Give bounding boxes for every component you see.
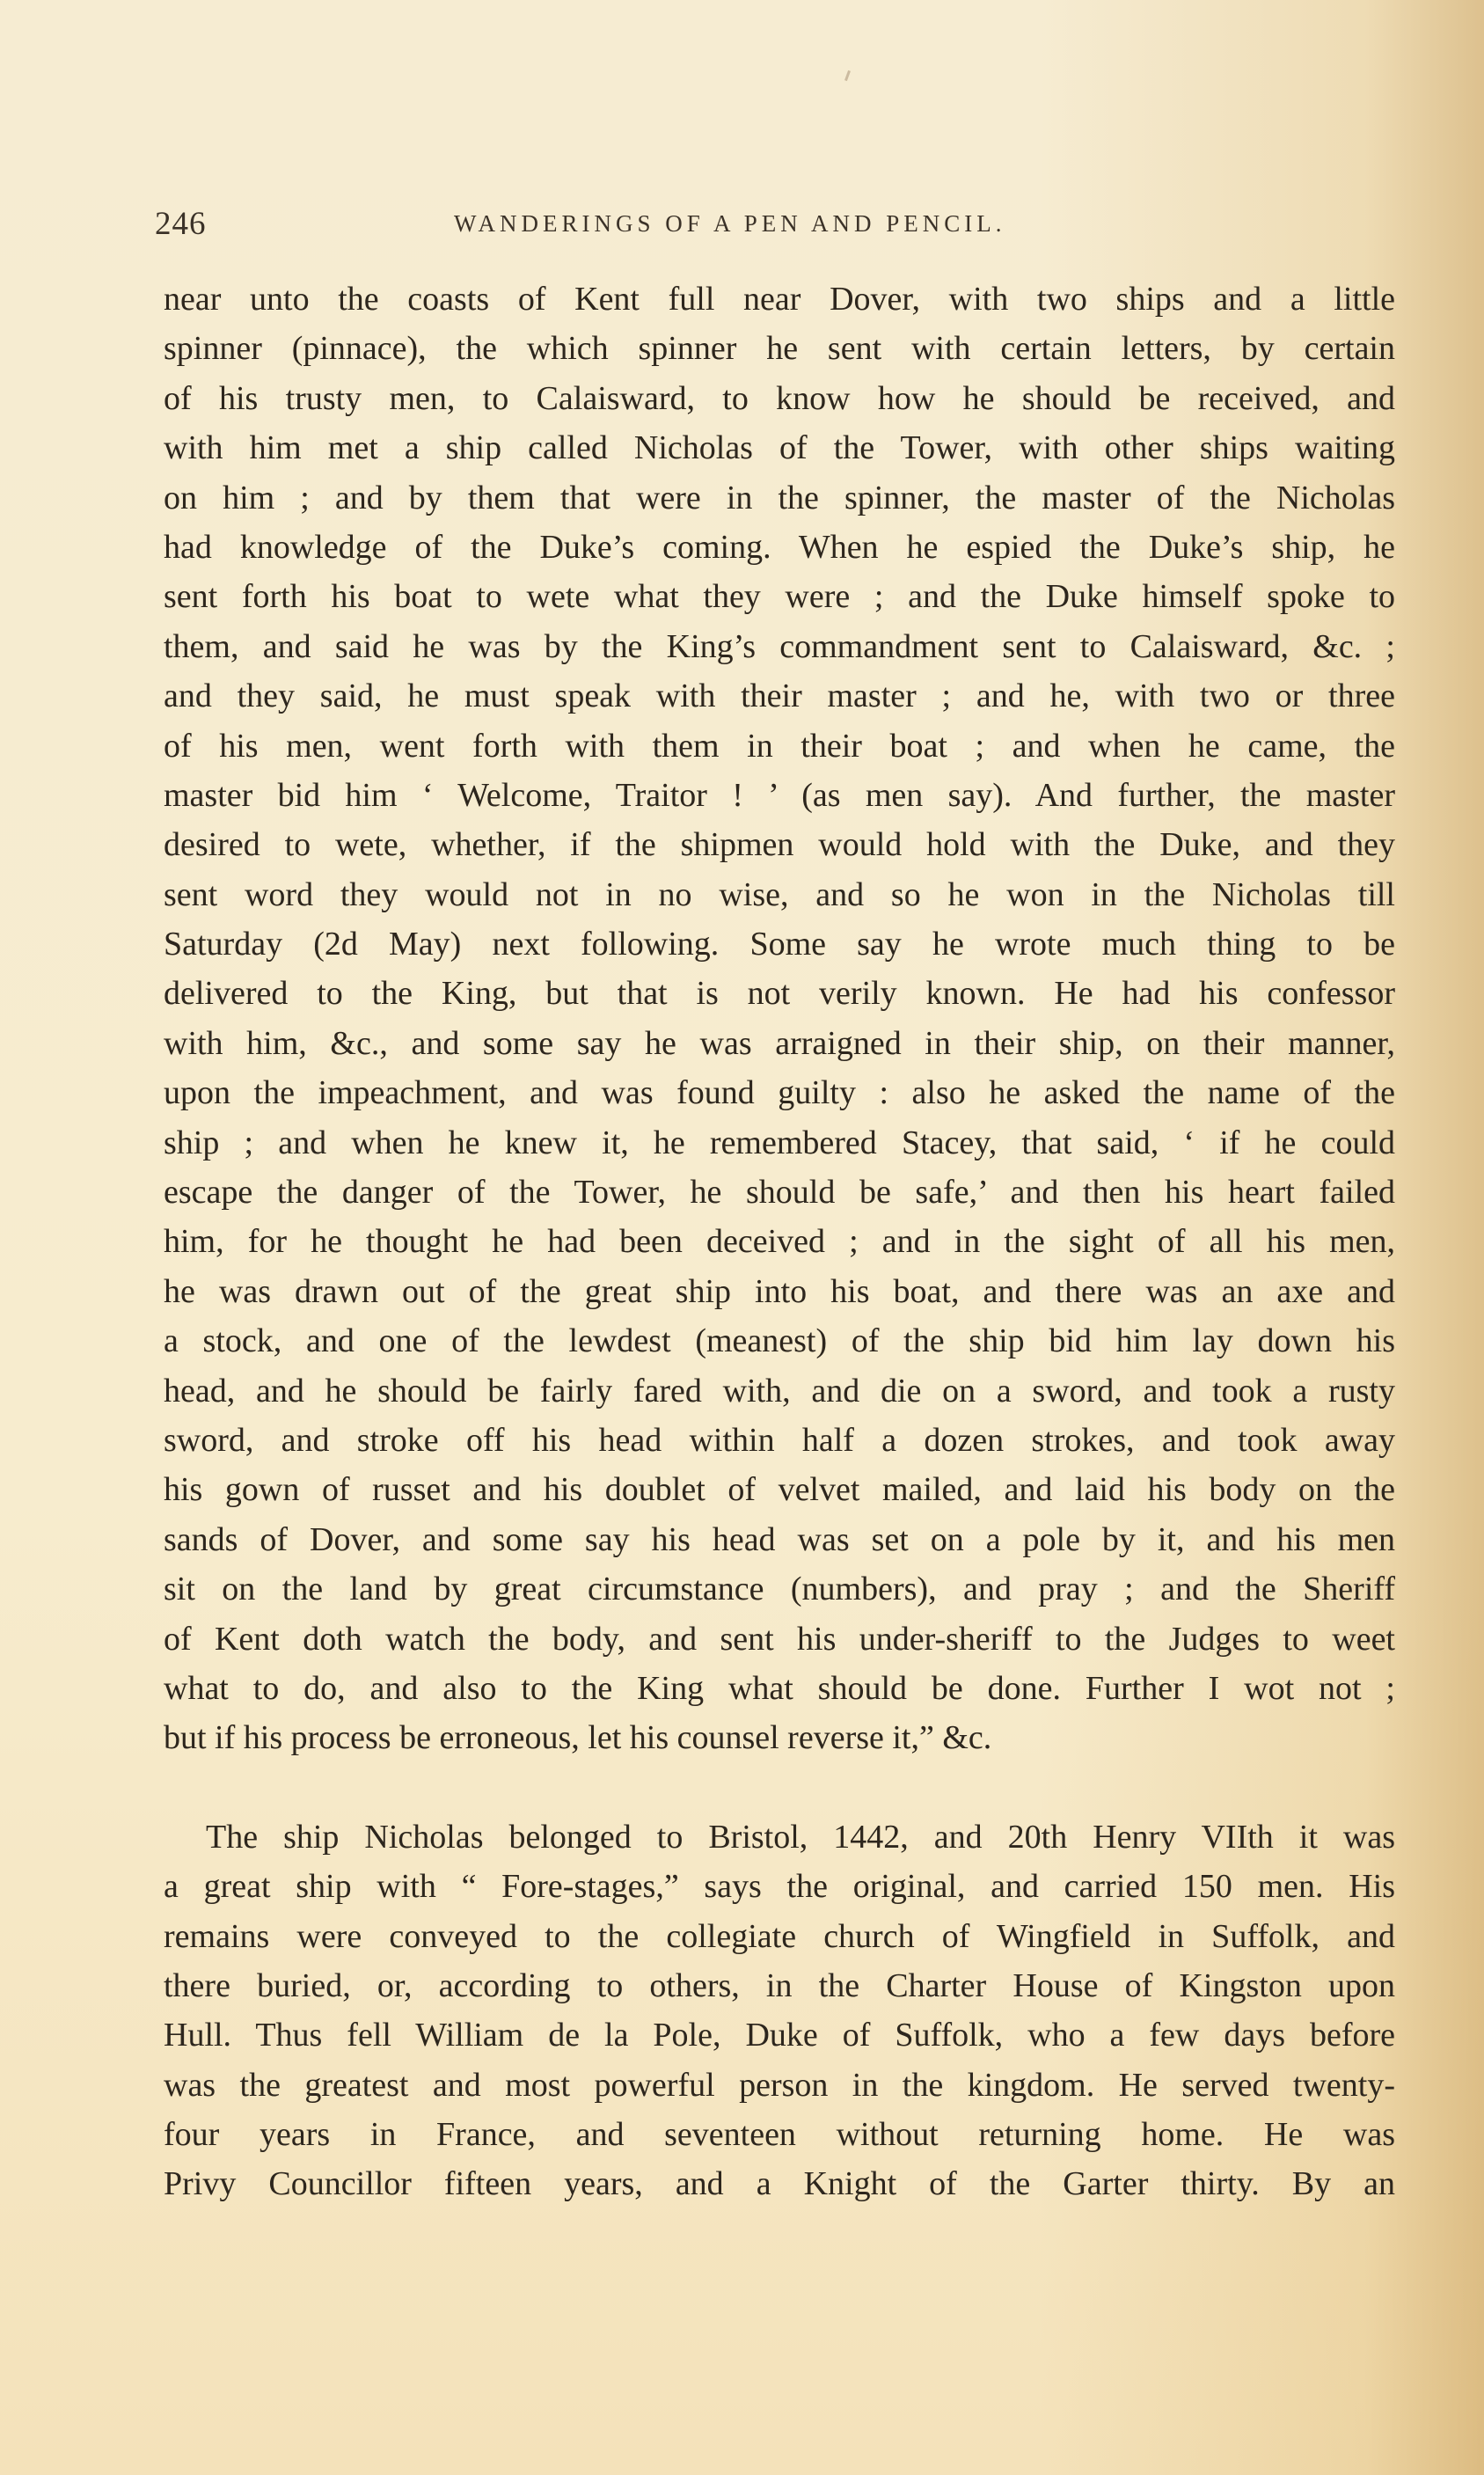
text-line: sit on the land by great circumstance (numbers), and pray ; and the Sheriff — [164, 1571, 1395, 1608]
paragraph-gap — [164, 1763, 1395, 1812]
text-line: a great ship with “ Fore-stages,” says the original, and carried 150 men. His — [164, 1868, 1395, 1906]
text-line: had knowledge of the Duke’s coming. When he espied the Duke’s ship, he — [164, 528, 1395, 566]
text-line: sword, and stroke off his head within half a dozen strokes, and took away — [164, 1421, 1395, 1459]
text-line: of Kent doth watch the body, and sent his under-sheriff to the Judges to weet — [164, 1620, 1395, 1658]
text-line: his gown of russet and his doublet of velvet mailed, and laid his body on the — [164, 1471, 1395, 1509]
text-line: what to do, and also to the King what should be done. Further I wot not ; — [164, 1669, 1395, 1707]
text-line: Hull. Thus fell William de la Pole, Duke of Suffolk, who a few days before — [164, 2017, 1395, 2054]
text-line: upon the impeachment, and was found guilty : also he asked the name of the — [164, 1074, 1395, 1112]
text-line: delivered to the King, but that is not verily known. He had his confessor — [164, 975, 1395, 1013]
text-line: a stock, and one of the lewdest (meanest) of the ship bid him lay down his — [164, 1322, 1395, 1360]
running-head — [155, 205, 1404, 249]
text-line: there buried, or, according to others, in the Charter House of Kingston upon — [164, 1966, 1395, 2004]
text-line: sands of Dover, and some say his head was set on a pole by it, and his men — [164, 1520, 1395, 1558]
text-line: Privy Councillor fifteen years, and a Knight of the Garter thirty. By an — [164, 2165, 1395, 2203]
text-line: of his men, went forth with them in their boat ; and when he came, the — [164, 727, 1395, 765]
text-line: sent forth his boat to wete what they were ; and the Duke himself spoke to — [164, 578, 1395, 616]
text-line: near unto the coasts of Kent full near Dover, with two ships and a little — [164, 281, 1395, 318]
page-number: 246 — [155, 206, 207, 242]
text-line: and they said, he must speak with their master ; and he, with two or three — [164, 677, 1395, 715]
text-line: spinner (pinnace), the which spinner he sent with certain letters, by certain — [164, 330, 1395, 368]
running-title: WANDERINGS OF A PEN AND PENCIL. — [454, 210, 1006, 237]
text-line: sent word they would not in no wise, and so he won in the Nicholas till — [164, 875, 1395, 913]
paragraph-2 — [164, 1812, 1395, 2209]
text-line: head, and he should be fairly fared with, and die on a sword, and took a rusty — [164, 1372, 1395, 1410]
text-line: Saturday (2d May) next following. Some say he wrote much thing to be — [164, 926, 1395, 963]
text-line: four years in France, and seventeen without returning home. He was — [164, 2116, 1395, 2154]
paper-speck — [844, 70, 851, 81]
text-line: was the greatest and most powerful person in the kingdom. He served twenty- — [164, 2066, 1395, 2104]
text-line: The ship Nicholas belonged to Bristol, 1442, and 20th Henry VIIth it was — [206, 1818, 1395, 1856]
body-text — [164, 275, 1395, 2209]
paragraph-1 — [164, 275, 1395, 1763]
text-line: them, and said he was by the King’s commandment sent to Calaisward, &c. ; — [164, 627, 1395, 665]
text-line: with him, &c., and some say he was arraigned in their ship, on their manner, — [164, 1024, 1395, 1062]
text-line: but if his process be erroneous, let his counsel reverse it,” &c. — [164, 1719, 992, 1757]
text-line: him, for he thought he had been deceived ; and in the sight of all his men, — [164, 1223, 1395, 1261]
text-line: he was drawn out of the great ship into his boat, and there was an axe and — [164, 1272, 1395, 1310]
text-line: with him met a ship called Nicholas of the Tower, with other ships waiting — [164, 429, 1395, 467]
text-line: ship ; and when he knew it, he remembered Stacey, that said, ‘ if he could — [164, 1124, 1395, 1161]
text-line: on him ; and by them that were in the spinner, the master of the Nicholas — [164, 479, 1395, 516]
text-line: of his trusty men, to Calaisward, to know how he should be received, and — [164, 379, 1395, 417]
text-line: master bid him ‘ Welcome, Traitor ! ’ (as men say). And further, the master — [164, 776, 1395, 814]
text-line: escape the danger of the Tower, he should be safe,’ and then his heart failed — [164, 1174, 1395, 1212]
text-line: remains were conveyed to the collegiate church of Wingfield in Suffolk, and — [164, 1917, 1395, 1955]
text-line: desired to wete, whether, if the shipmen would hold with the Duke, and they — [164, 826, 1395, 864]
